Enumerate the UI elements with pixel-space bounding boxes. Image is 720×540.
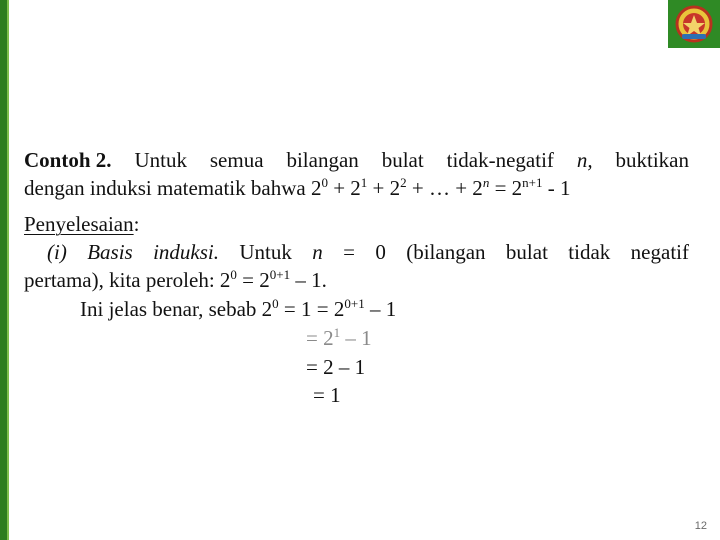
- basis-line: [47, 242, 689, 263]
- word: =: [343, 240, 355, 264]
- word: Basis: [87, 240, 133, 264]
- word: buktikan: [615, 148, 689, 172]
- word: bulat: [505, 240, 548, 264]
- word: tidak: [568, 240, 611, 264]
- solution-heading: [24, 214, 139, 235]
- word: tidak-negatif: [446, 148, 554, 172]
- word: bulat: [381, 148, 424, 172]
- solution-colon: :: [133, 212, 140, 236]
- logo: [668, 0, 720, 48]
- step-1: = $2^1 - 1$: [306, 325, 372, 350]
- sum-formula: $2^0 + 2^1 + 2^2$ + … + $2^n = 2^{n+1} - 1$: [310, 175, 571, 200]
- basis-equation-line: pertama), kita peroleh: $2^0 = 2^{0+1} - 1$.: [24, 267, 327, 292]
- step-3: = 1: [313, 383, 341, 407]
- word: 0: [375, 240, 386, 264]
- left-accent-stripe: [7, 0, 9, 540]
- word: semua: [209, 148, 264, 172]
- word: (bilangan: [406, 240, 486, 264]
- word: induksi.: [153, 240, 220, 264]
- example-label: Contoh 2.: [24, 148, 112, 172]
- example-line-2: [24, 175, 571, 200]
- example-line-1: [24, 150, 689, 171]
- statement-text: dengan induksi matematik bahwa: [24, 176, 306, 200]
- solution-title: Penyelesaian: [24, 212, 134, 236]
- word: Untuk: [134, 148, 187, 172]
- word: Untuk: [239, 240, 292, 264]
- step-2: = 2 – 1: [306, 355, 366, 379]
- basis-verification-line: Ini jelas benar, sebab $2^0 = 1 = 2^{0+1} - 1$: [80, 296, 397, 321]
- left-accent-bar: [0, 0, 7, 540]
- variable-n: n: [312, 240, 323, 264]
- word: bilangan: [286, 148, 359, 172]
- word: negatif: [630, 240, 689, 264]
- slide-number: 12: [694, 520, 707, 532]
- step-marker: (i): [47, 240, 67, 264]
- university-emblem-icon: [674, 4, 714, 44]
- variable-n: n,: [576, 148, 593, 172]
